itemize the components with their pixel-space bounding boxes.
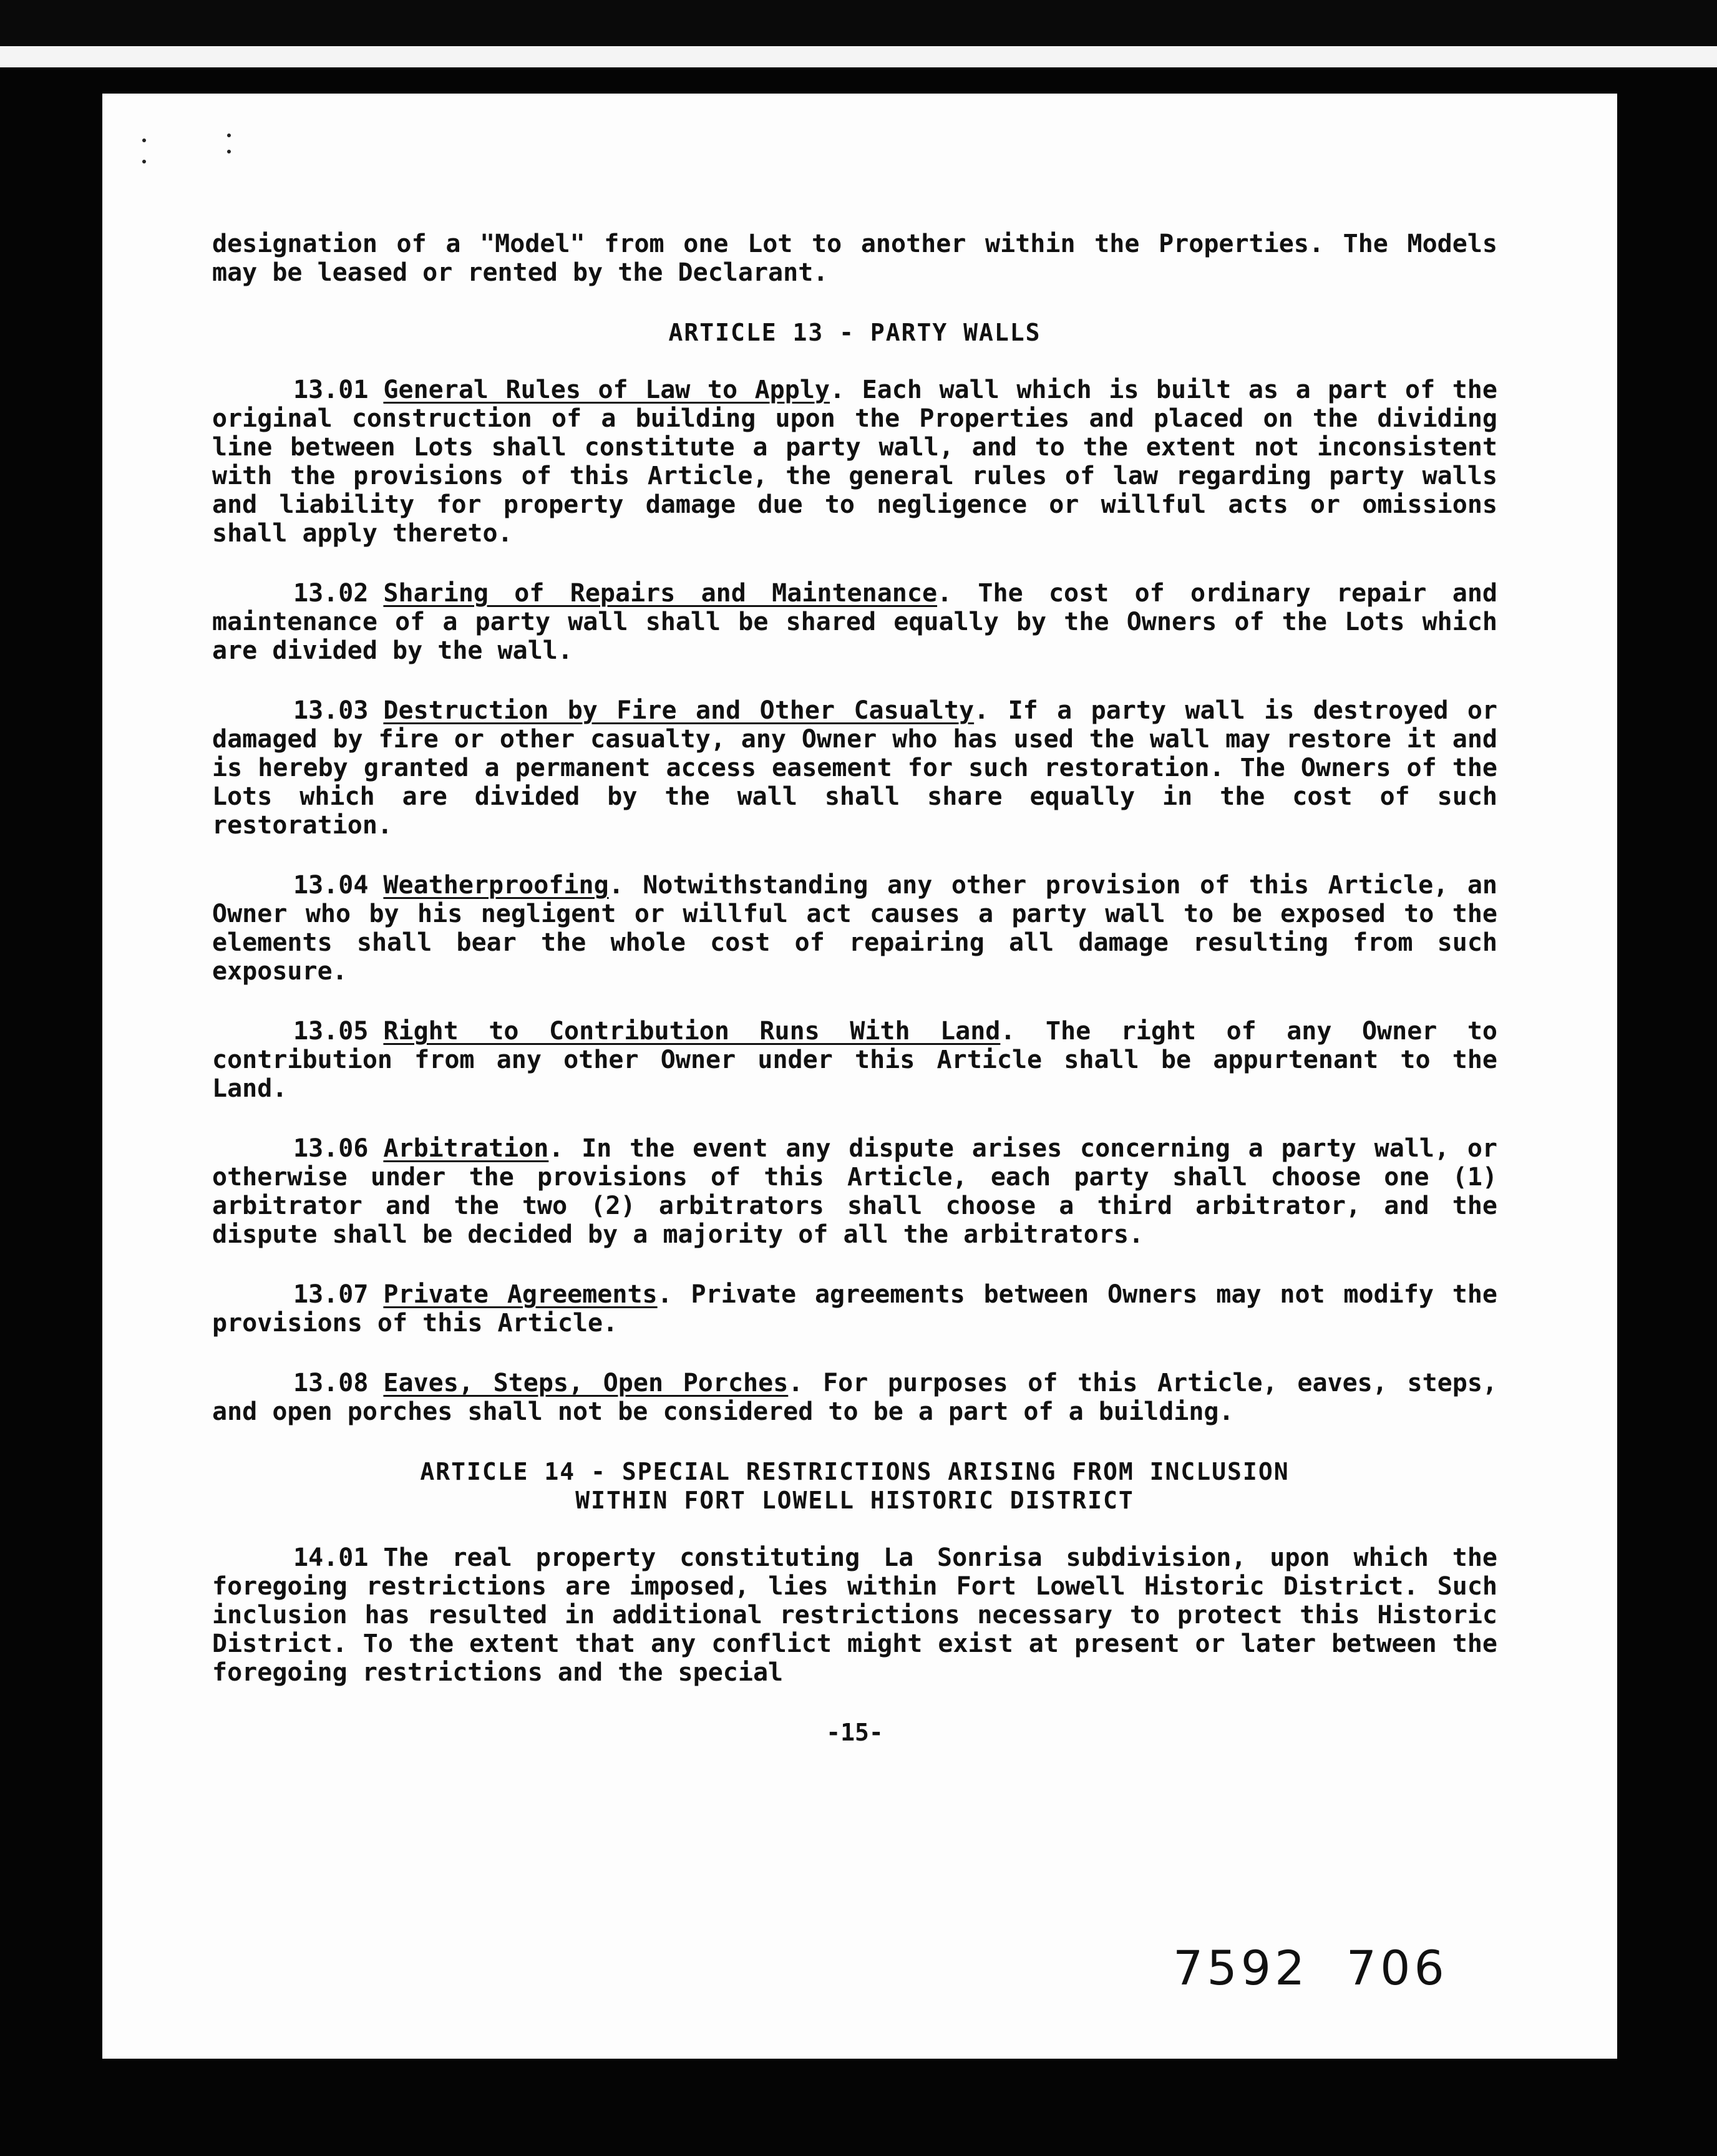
section-number: 13.05 [293,1017,369,1046]
section-14-01 [212,1543,1497,1687]
section-text: For purposes of this Article, eaves, steps, and open porches shall not be considered to be a part of a building. [212,1369,1497,1426]
scan-top-strip [0,46,1717,67]
intro-paragraph: designation of a "Model" from one Lot to another within the Properties. The Models may be leased or rented by the Declarant. [212,230,1497,287]
section-text: Each wall which is built as a part of the original construction of a building upon the Properties and placed on the dividing line between Lots shall constitute a party wall, and to the extent not inconsistent with the provisions of this Article, the general rules of law regarding party walls and liability for property damage due to negligence or willful acts or omissions shall apply thereto. [212,376,1497,548]
section-13-03: 13.03 Destruction by Fire and Other Casualty. If a party wall is destroyed or damaged by fire or other casualty, any Owner who has used the wall may restore it and is hereby granted a permanent access easement for such restoration. The Owners of the Lots which are divided by the wall shall share equally in the cost of such restoration. [212,696,1498,840]
article-14-heading-line-2: WITHIN FORT LOWELL HISTORIC DISTRICT [575,1487,1134,1514]
section-number: 13.03 [293,696,369,725]
section-13-06: 13.06 Arbitration. In the event any dispute arises concerning a party wall, or otherwise under the provisions of this Article, each party shall choose one (1) arbitrator and the two (2) arbitrators shall choose a third arbitrator, and the dispute shall be decided by a majority of all the arbitrators. [212,1134,1498,1249]
section-number: 14.01 [293,1543,369,1572]
recording-stamp-number: 7592 706 [1173,1940,1448,1996]
section-number: 13.08 [293,1369,369,1397]
section-13-02: 13.02 Sharing of Repairs and Maintenance. The cost of ordinary repair and maintenance of a party wall shall be shared equally by the Owners of the Lots which are divided by the wall. [212,579,1497,665]
section-title: Arbitration [383,1134,549,1163]
punch-dot [142,138,146,142]
section-title: General Rules of Law to Apply [383,376,830,404]
punch-marks [142,131,242,175]
article-14-heading [212,1457,1497,1515]
section-title: Eaves, Steps, Open Porches [383,1369,789,1397]
section-title: Right to Contribution Runs With Land [383,1017,1001,1046]
section-number: 13.01 [293,376,369,404]
punch-dot [142,160,146,163]
section-13-01: 13.01 General Rules of Law to Apply. Each wall which is built as a part of the original construction of a building upon the Properties and placed on the dividing line between Lots shall constitute a party wall, and to the extent not inconsistent with the provisions of this Article, the general rules of law regarding party walls and liability for property damage due to negligence or willful acts or omissions shall apply thereto. [212,376,1497,548]
section-number: 13.06 [293,1134,369,1163]
section-13-07: 13.07 Private Agreements. Private agreements between Owners may not modify the provisions of this Article. [212,1280,1497,1338]
section-number: 13.02 [293,579,369,608]
section-13-04: 13.04 Weatherproofing. Notwithstanding any other provision of this Article, an Owner who by his negligent or willful act causes a party wall to be exposed to the elements shall bear the whole cost of repairing all damage resulting from such exposure. [212,871,1497,986]
scan-top-edge [0,0,1717,46]
section-title: Private Agreements [383,1280,658,1309]
section-text: The cost of ordinary repair and maintenance of a party wall shall be shared equally by the Owners of the Lots which are divided by the wall. [212,579,1497,665]
section-text: Private agreements between Owners may not modify the provisions of this Article. [212,1280,1497,1338]
section-text: The real property constituting La Sonrisa subdivision, upon which the foregoing restrictions are imposed, lies within Fort Lowell Historic District. Such inclusion has resulted in additional restrictions necessary to protect this Historic District. To the extent that any conflict might exist at present or later between the foregoing restrictions and the special [212,1543,1497,1687]
section-13-08: 13.08 Eaves, Steps, Open Porches. For purposes of this Article, eaves, steps, and open porches shall not be considered to be a part of a building. [212,1369,1497,1426]
section-number: 13.07 [293,1280,369,1309]
section-title: Sharing of Repairs and Maintenance [383,579,938,608]
punch-dot [227,150,231,153]
article-14-heading-line-1: ARTICLE 14 - SPECIAL RESTRICTIONS ARISING FROM INCLUSION [420,1458,1290,1485]
section-title: Destruction by Fire and Other Casualty [383,696,975,725]
article-13-heading: ARTICLE 13 - PARTY WALLS [668,319,1041,346]
page-number: -15- [826,1719,883,1746]
section-text: Notwithstanding any other provision of this Article, an Owner who by his negligent or willful act causes a party wall to be exposed to the elements shall bear the whole cost of repairing all damage resulting from such exposure. [212,871,1497,986]
section-text: If a party wall is destroyed or damaged by fire or other casualty, any Owner who has used the wall may restore it and is hereby granted a permanent access easement for such restoration. The Owners of the Lots which are divided by the wall shall share equally in the cost of such restoration. [212,696,1498,840]
section-text: In the event any dispute arises concerning a party wall, or otherwise under the provisions of this Article, each party shall choose one (1) arbitrator and the two (2) arbitrators shall choose a third arbitrator, and the dispute shall be decided by a majority of all the arbitrators. [212,1134,1498,1249]
punch-dot [227,134,231,137]
section-text: The right of any Owner to contribution from any other Owner under this Article shall be appurtenant to the Land. [212,1017,1497,1103]
section-title: Weatherproofing [383,871,609,900]
section-number: 13.04 [293,871,369,900]
section-13-05: 13.05 Right to Contribution Runs With Land. The right of any Owner to contribution from any other Owner under this Article shall be appurtenant to the Land. [212,1017,1497,1103]
document-body [212,230,1497,1747]
